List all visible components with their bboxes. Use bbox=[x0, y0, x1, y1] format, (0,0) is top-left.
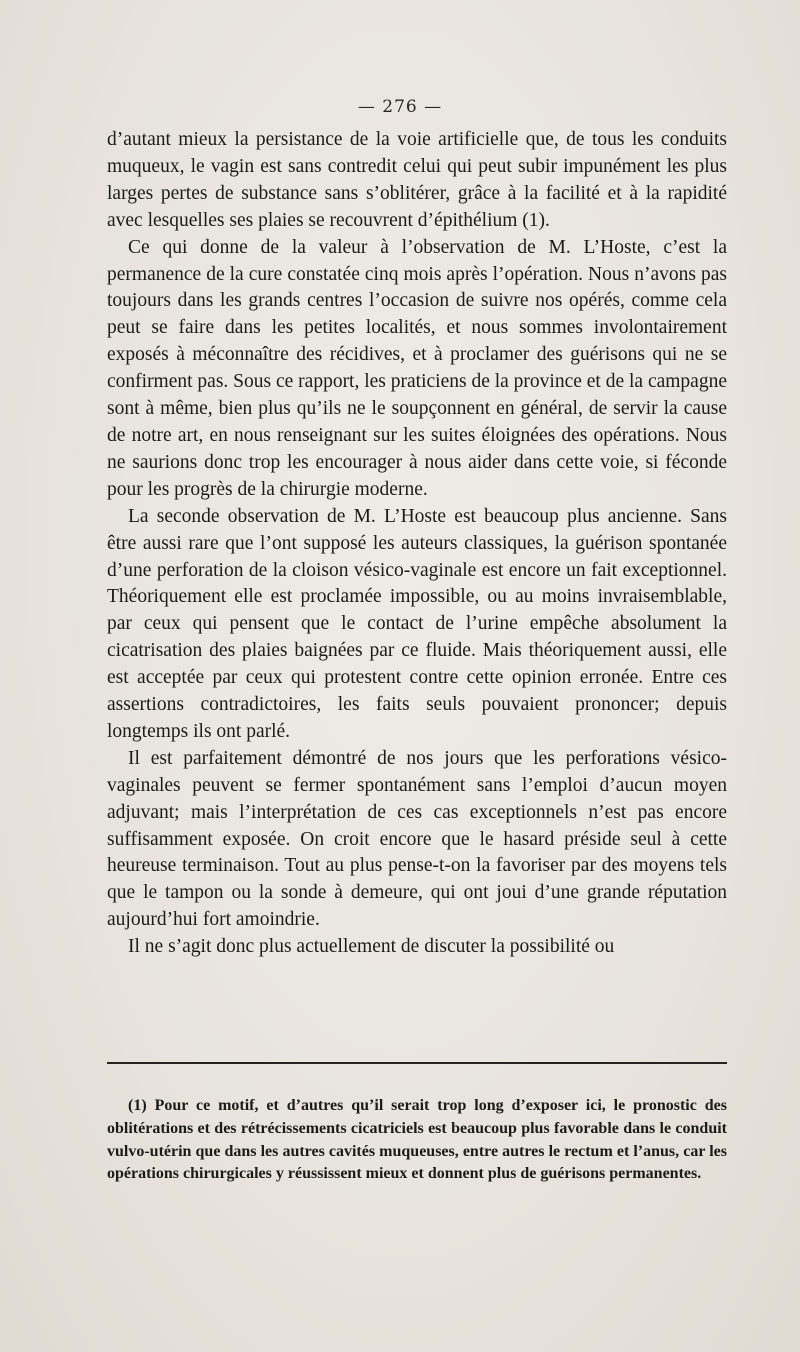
paragraph-final: Il ne s’agit donc plus actuellement de discuter la possibilité ou bbox=[128, 936, 615, 958]
footnote-divider bbox=[107, 1062, 727, 1064]
footnote: (1) Pour ce motif, et d’autres qu’il serait trop long d’exposer ici, le pronostic des oblitérations et des rétrécissements cicatriciels est beaucoup plus favorable dans le conduit vulvo-utérin que dans les autres cavités muqueuses, entre autres le rectum et l’anus, car les opérations chirurgicales y réussissent mieux et donnent plus de guérisons permanentes. bbox=[107, 1097, 727, 1183]
paragraph-spontaneous-closure: Il est parfaitement démontré de nos jours que les perforations vésico-vaginales peuvent se fermer spontanément sans l’emploi d’aucun moyen adjuvant; mais l’interprétation de ces cas exceptionnels n’est pas encore suffisamment exposée. On croit encore que le hasard préside seul à cette heureuse terminaison. Tout au plus pense-t-on la favoriser par des moyens tels que le tampon ou la sonde à demeure, qui ont joui d’une grande réputation aujourd’hui fort amoindrie. bbox=[107, 747, 727, 931]
paragraph-second-observation: La seconde observation de M. L’Hoste est beaucoup plus ancienne. Sans être aussi rare que l’ont supposé les auteurs classiques, la guérison spontanée d’une perforation de la cloison vésico-vaginale est encore un fait exceptionnel. Théoriquement elle est proclamée impossible, ou au moins invraisemblable, par ceux qui pensent que le contact de l’urine empêche absolument la cicatrisation des plaies baignées par ce fluide. Mais théoriquement aussi, elle est acceptée par ceux qui protestent contre cette opinion erronée. Entre ces assertions contradictoires, les faits seuls pouvaient prononcer; depuis longtemps ils ont parlé. bbox=[107, 505, 727, 742]
main-text bbox=[107, 127, 727, 961]
page-number: — 276 — bbox=[357, 97, 443, 117]
paragraph-permanence: Ce qui donne de la valeur à l’observation de M. L’Hoste, c’est la permanence de la cure constatée cinq mois après l’opération. Nous n’avons pas toujours dans les grands centres l’occasion de suivre nos opérés, comme cela peut se faire dans les petites localités, et nous sommes involontairement exposés à méconnaître des récidives, et à proclamer des guérisons qui ne se confirment pas. Sous ce rapport, les praticiens de la province et de la campagne sont à même, bien plus qu’ils ne le soupçonnent en général, de servir la cause de notre art, en nous renseignant sur les suites éloignées des opérations. Nous ne saurions donc trop les encourager à nous aider dans cette voie, si féconde pour les progrès de la chirurgie moderne. bbox=[107, 236, 727, 500]
paragraph-continuation: d’autant mieux la persistance de la voie artificielle que, de tous les conduits muqueux, le vagin est sans contredit celui qui peut subir impunément les plus larges pertes de substance sans s’oblitérer, grâce à la facilité et à la rapidité avec lesquelles ses plaies se recouvrent d’épithélium (1). bbox=[107, 129, 727, 231]
